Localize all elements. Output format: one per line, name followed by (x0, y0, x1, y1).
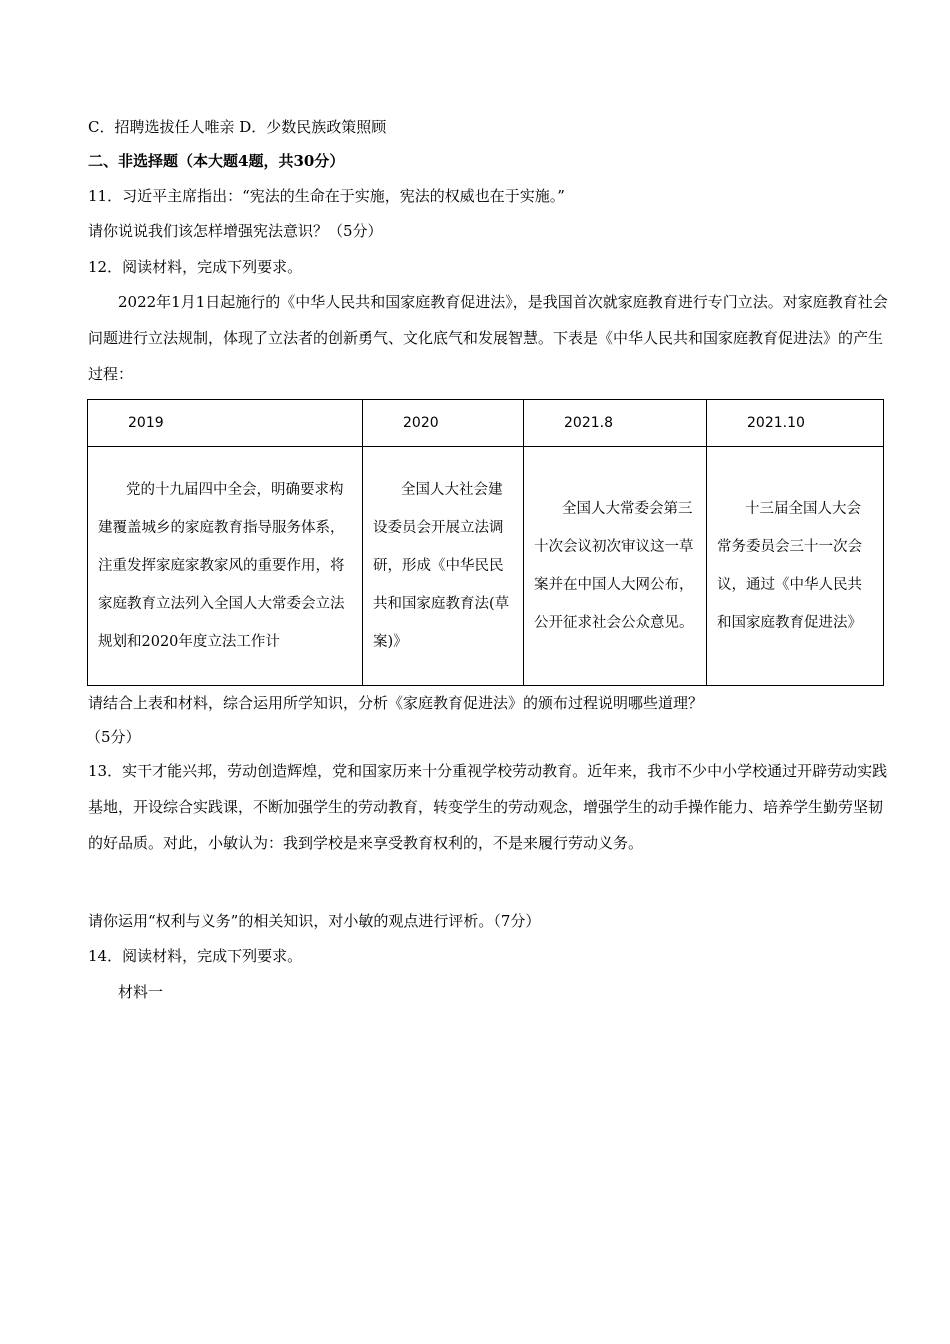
year-label: 2020 (403, 415, 439, 431)
table-cell (707, 447, 884, 686)
section-heading: 二、非选择题（本大题4题，共30分） (88, 152, 345, 170)
material-one-label: 材料一 (118, 983, 164, 1001)
question-13: 13．实干才能兴邦，劳动创造辉煌，党和国家历来十分重视学校劳动教育。近年来，我市不少中小学校通过开辟劳动实践基地，开设综合实践课，不断加强学生的劳动教育，转变学生的劳动观念，增强学生的动手操作能力、培养学生勤劳坚韧的好品质。对此，小敏认为：我到学校是来享受教育权利的，不是来履行劳动义务。 (88, 762, 888, 852)
table-header-row (88, 400, 884, 447)
table-cell (363, 447, 524, 686)
legislation-process-table (87, 399, 884, 686)
year-label: 2021.10 (747, 415, 805, 431)
question-12-material: 2022年1月1日起施行的《中华人民共和国家庭教育促进法》，是我国首次就家庭教育进行专门立法。对家庭教育社会问题进行立法规制，体现了立法者的创新勇气、文化底气和发展智慧。下表是《中华人民共和国家庭教育促进法》的产生过程： (88, 293, 888, 383)
table-row (88, 447, 884, 686)
question-12: 12．阅读材料，完成下列要求。 (88, 258, 303, 276)
question-12-score: （5分） (86, 728, 141, 746)
question-13-ask: 请你运用“权利与义务”的相关知识，对小敏的观点进行评析。（7分） (88, 912, 541, 930)
table-cell (88, 447, 363, 686)
year-label: 2019 (128, 415, 164, 431)
table-header-cell (88, 400, 363, 447)
question-12-ask: 请结合上表和材料，综合运用所学知识，分析《家庭教育促进法》的颁布过程说明哪些道理？ (88, 694, 704, 712)
table-header-cell (363, 400, 524, 447)
question-11-ask: 请你说说我们该怎样增强宪法意识？（5分） (88, 222, 383, 240)
event-text: 全国人大常委会第三十次会议初次审议这一草案并在中国人大网公布，公开征求社会公众意见。 (534, 501, 694, 631)
question-11: 11．习近平主席指出：“宪法的生命在于实施，宪法的权威也在于实施。” (88, 187, 565, 205)
option-c-d: C．招聘选拔任人唯亲 D．少数民族政策照顾 (88, 118, 387, 136)
event-text: 十三届全国人大会常务委员会三十一次会议，通过《中华人民共和国家庭教育促进法》 (717, 501, 862, 631)
year-label: 2021.8 (564, 415, 613, 431)
table-header-cell (524, 400, 707, 447)
table-header-cell (707, 400, 884, 447)
question-14: 14．阅读材料，完成下列要求。 (88, 947, 303, 965)
event-text: 党的十九届四中全会，明确要求构建覆盖城乡的家庭教育指导服务体系，注重发挥家庭家教家风的重要作用，将家庭教育立法列入全国人大常委会立法规划和2020年度立法工作计 (98, 482, 345, 650)
table-cell (524, 447, 707, 686)
event-text: 全国人大社会建设委员会开展立法调研，形成《中华民民共和国家庭教育法(草案)》 (373, 482, 510, 650)
